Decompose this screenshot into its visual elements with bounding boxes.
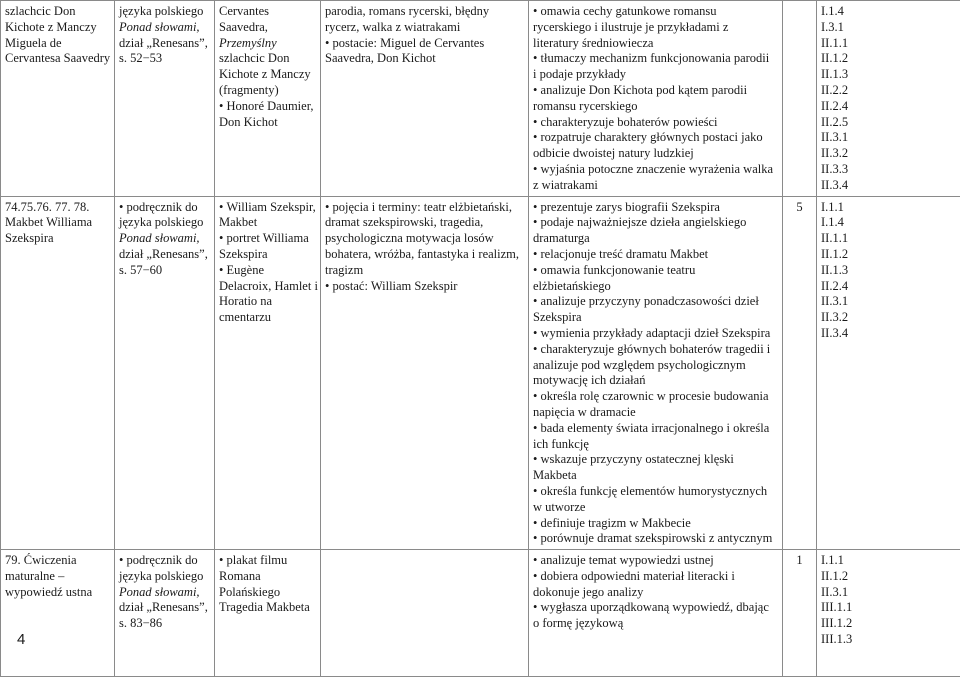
curriculum-codes-line: II.1.2 (821, 51, 956, 67)
curriculum-codes-line: II.1.2 (821, 247, 956, 263)
curriculum-codes-line: II.3.4 (821, 178, 956, 194)
hours (783, 196, 817, 550)
curriculum-codes-line: II.2.4 (821, 279, 956, 295)
materials-line: Horatio na (219, 294, 316, 310)
textbook-reference (115, 550, 215, 677)
lesson-topic-line: Makbet Williama (5, 215, 110, 231)
requirements (529, 1, 783, 197)
hours (783, 1, 817, 197)
curriculum-codes-line: II.2.4 (821, 99, 956, 115)
table-row (1, 196, 960, 550)
lesson-topic-line: Cervantesa Saavedry (5, 51, 110, 67)
curriculum-codes (817, 1, 960, 197)
concepts-line: • pojęcia i terminy: teatr elżbietański, (325, 200, 524, 216)
requirements-line: • dobiera odpowiedni materiał literacki i (533, 569, 778, 585)
lesson-topic (1, 196, 115, 550)
lesson-topic (1, 550, 115, 677)
requirements-line: odbicie dwoistej natury ludzkiej (533, 146, 778, 162)
curriculum-codes-line: II.3.1 (821, 585, 956, 601)
curriculum-codes-line: I.1.1 (821, 200, 956, 216)
lesson-topic-line: szlachcic Don (5, 4, 110, 20)
curriculum-codes-line: II.1.2 (821, 569, 956, 585)
requirements-line: literatury średniowiecza (533, 36, 778, 52)
table-row (1, 550, 960, 677)
curriculum-codes-line: I.3.1 (821, 20, 956, 36)
requirements-line: • prezentuje zarys biografii Szekspira (533, 200, 778, 216)
textbook-reference-line: dział „Renesans”, (119, 600, 210, 616)
requirements-line: o formę językową (533, 616, 778, 632)
concepts-line: • postacie: Miguel de Cervantes (325, 36, 524, 52)
curriculum-codes-line: II.3.1 (821, 294, 956, 310)
curriculum-codes-line: III.1.1 (821, 600, 956, 616)
hours-value: 1 (796, 553, 802, 567)
curriculum-codes-line: II.3.3 (821, 162, 956, 178)
textbook-reference-line: s. 52−53 (119, 51, 210, 67)
requirements-line: • relacjonuje treść dramatu Makbet (533, 247, 778, 263)
concepts (321, 1, 529, 197)
curriculum-codes-line: II.1.3 (821, 67, 956, 83)
lesson-topic-line: Kichote z Manczy (5, 20, 110, 36)
concepts-line: bohatera, wróżba, fantastyka i realizm, (325, 247, 524, 263)
textbook-reference-line: Ponad słowami, (119, 231, 210, 247)
curriculum-codes-line: II.3.2 (821, 310, 956, 326)
requirements-line: i podaje przykłady (533, 67, 778, 83)
textbook-reference-line: • podręcznik do (119, 200, 210, 216)
materials-line: szlachcic Don (219, 51, 316, 67)
curriculum-codes-line: II.1.1 (821, 231, 956, 247)
concepts (321, 196, 529, 550)
materials-line: • William Szekspir, (219, 200, 316, 216)
requirements-line: • wyjaśnia potoczne znaczenie wyrażenia walka (533, 162, 778, 178)
textbook-reference-line: s. 57−60 (119, 263, 210, 279)
requirements-line: • określa funkcję elementów humorystycznych (533, 484, 778, 500)
textbook-reference-line: dział „Renesans”, (119, 247, 210, 263)
curriculum-codes-line: I.1.4 (821, 215, 956, 231)
materials-line: Szekspira (219, 247, 316, 263)
textbook-reference (115, 196, 215, 550)
lesson-topic (1, 1, 115, 197)
curriculum-codes-line: I.1.1 (821, 553, 956, 569)
concepts-line: rycerz, walka z wiatrakami (325, 20, 524, 36)
requirements-line: • analizuje Don Kichota pod kątem parodii (533, 83, 778, 99)
curriculum-codes-line: II.2.2 (821, 83, 956, 99)
requirements-line: elżbietańskiego (533, 279, 778, 295)
lesson-topic-line: maturalne – (5, 569, 110, 585)
materials-line: Saavedra, (219, 20, 316, 36)
textbook-reference-line: języka polskiego (119, 569, 210, 585)
requirements-line: napięcia w dramacie (533, 405, 778, 421)
hours-value: 5 (796, 200, 802, 214)
requirements-line: Makbeta (533, 468, 778, 484)
materials (215, 196, 321, 550)
requirements-line: • definiuje tragizm w Makbecie (533, 516, 778, 532)
concepts-line: parodia, romans rycerski, błędny (325, 4, 524, 20)
materials-line: Tragedia Makbeta (219, 600, 316, 616)
textbook-reference-line: języka polskiego (119, 215, 210, 231)
requirements-line: • porównuje dramat szekspirowski z antycznym (533, 531, 778, 547)
page-number: 4 (17, 632, 25, 648)
materials-line: Przemyślny (219, 36, 316, 52)
concepts-line: • postać: William Szekspir (325, 279, 524, 295)
lesson-topic-line: Szekspira (5, 231, 110, 247)
requirements-line: motywację ich działań (533, 373, 778, 389)
materials (215, 550, 321, 677)
hours (783, 550, 817, 677)
curriculum-codes-line: II.1.3 (821, 263, 956, 279)
requirements-line: • określa rolę czarownic w procesie budowania (533, 389, 778, 405)
curriculum-codes-line: II.1.1 (821, 36, 956, 52)
textbook-reference (115, 1, 215, 197)
materials-line: Kichote z Manczy (219, 67, 316, 83)
requirements-line: analizuje pod względem psychologicznym (533, 358, 778, 374)
requirements-line: z wiatrakami (533, 178, 778, 194)
requirements-line: • wymienia przykłady adaptacji dzieł Szekspira (533, 326, 778, 342)
curriculum-codes-line: II.3.2 (821, 146, 956, 162)
requirements-line: • omawia cechy gatunkowe romansu (533, 4, 778, 20)
concepts-line: tragizm (325, 263, 524, 279)
materials-line: • Honoré Daumier, (219, 99, 316, 115)
materials-line: • portret Williama (219, 231, 316, 247)
materials-line: Don Kichot (219, 115, 316, 131)
requirements-line: rycerskiego i ilustruje je przykładami z (533, 20, 778, 36)
curriculum-codes (817, 196, 960, 550)
requirements-line: • wygłasza uporządkowaną wypowiedź, dbając (533, 600, 778, 616)
curriculum-codes-line: I.1.4 (821, 4, 956, 20)
materials-line: Makbet (219, 215, 316, 231)
materials-line: Polańskiego (219, 585, 316, 601)
materials-line: cmentarzu (219, 310, 316, 326)
requirements-line: • wskazuje przyczyny ostatecznej klęski (533, 452, 778, 468)
textbook-reference-line: Ponad słowami, (119, 20, 210, 36)
lesson-topic-line: 79. Ćwiczenia (5, 553, 110, 569)
materials (215, 1, 321, 197)
curriculum-codes-line: II.3.4 (821, 326, 956, 342)
concepts (321, 550, 529, 677)
table-row (1, 1, 960, 197)
requirements-line: • analizuje przyczyny ponadczasowości dzieł (533, 294, 778, 310)
curriculum-codes-line: II.2.5 (821, 115, 956, 131)
textbook-reference-line: s. 83−86 (119, 616, 210, 632)
requirements-line: • omawia funkcjonowanie teatru (533, 263, 778, 279)
lesson-topic-line: wypowiedź ustna (5, 585, 110, 601)
requirements-line: • charakteryzuje bohaterów powieści (533, 115, 778, 131)
concepts-line: psychologiczna motywacja losów (325, 231, 524, 247)
requirements-line: • tłumaczy mechanizm funkcjonowania parodii (533, 51, 778, 67)
materials-line: Cervantes (219, 4, 316, 20)
requirements-line: • rozpatruje charaktery głównych postaci jako (533, 130, 778, 146)
materials-line: Delacroix, Hamlet i (219, 279, 316, 295)
concepts-line: Saavedra, Don Kichot (325, 51, 524, 67)
materials-line: • plakat filmu (219, 553, 316, 569)
requirements-line: ich funkcję (533, 437, 778, 453)
requirements-line: • charakteryzuje głównych bohaterów tragedii i (533, 342, 778, 358)
materials-line: (fragmenty) (219, 83, 316, 99)
requirements-line: romansu rycerskiego (533, 99, 778, 115)
curriculum-codes-line: II.3.1 (821, 130, 956, 146)
requirements-line: • bada elementy świata irracjonalnego i określa (533, 421, 778, 437)
requirements-line: • analizuje temat wypowiedzi ustnej (533, 553, 778, 569)
lesson-topic-line: 74.75.76. 77. 78. (5, 200, 110, 216)
concepts-line: dramat szekspirowski, tragedia, (325, 215, 524, 231)
textbook-reference-line: • podręcznik do (119, 553, 210, 569)
curriculum-codes-line: III.1.3 (821, 632, 956, 648)
requirements-line: dokonuje jego analizy (533, 585, 778, 601)
requirements-line: Szekspira (533, 310, 778, 326)
textbook-reference-line: języka polskiego (119, 4, 210, 20)
requirements-line: w utworze (533, 500, 778, 516)
requirements (529, 196, 783, 550)
materials-line: • Eugène (219, 263, 316, 279)
requirements (529, 550, 783, 677)
textbook-reference-line: dział „Renesans”, (119, 36, 210, 52)
requirements-line: dramaturga (533, 231, 778, 247)
curriculum-codes (817, 550, 960, 677)
lesson-topic-line: Miguela de (5, 36, 110, 52)
materials-line: Romana (219, 569, 316, 585)
requirements-line: • podaje najważniejsze dzieła angielskiego (533, 215, 778, 231)
textbook-reference-line: Ponad słowami, (119, 585, 210, 601)
curriculum-codes-line: III.1.2 (821, 616, 956, 632)
